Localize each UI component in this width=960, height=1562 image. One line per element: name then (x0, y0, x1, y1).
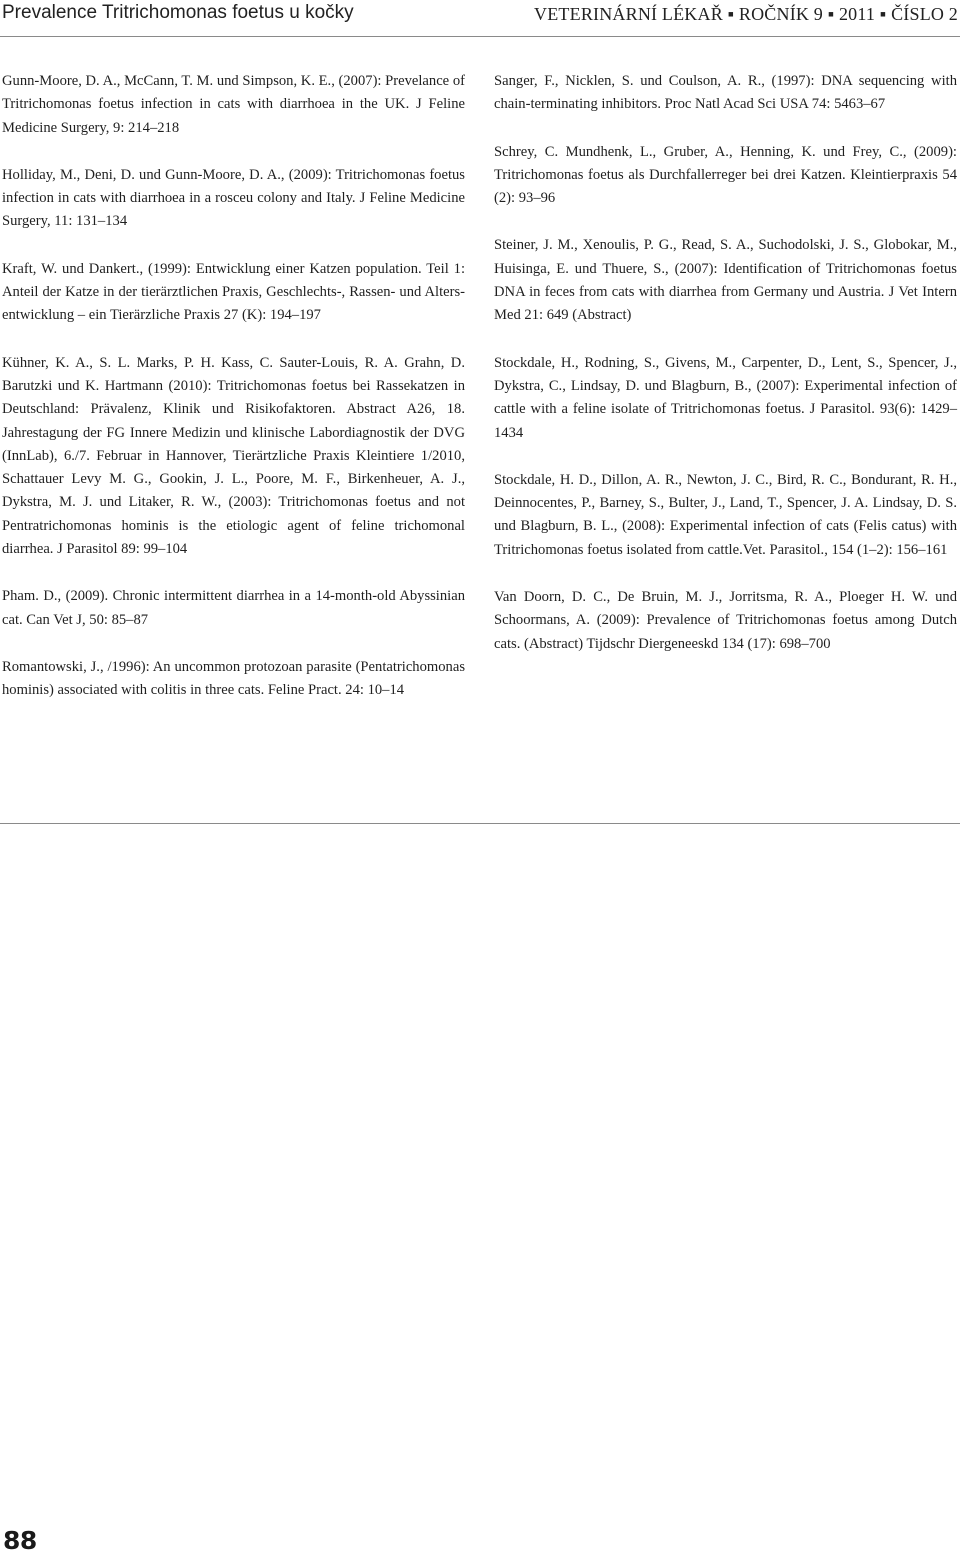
reference-entry: Holliday, M., Deni, D. und Gunn-Moore, D. A., (2009): Tritrichomonas foetus infection in cats with diarrhoea in a rosceu colony and Italy. J Feline Medicine Surgery, 11: 131–134 (2, 166, 465, 230)
reference-entry: Kraft, W. und Dankert., (1999): Entwicklung einer Katzen population. Teil 1: Anteil der Katze in der tierärztlichen Praxis, Geschlechts-, Rassen- und Alters-entwicklung – ein Tierärzliche Praxis 27 (K): 194–197 (2, 260, 465, 324)
reference-entry: Kühner, K. A., S. L. Marks, P. H. Kass, C. Sauter-Louis, R. A. Grahn, D. Barutzki und K. Hartmann (2010): Tritrichomonas foetus bei Rassekatzen in Deutschland: Prävalenz, Klinik und Risikofaktoren. Abstract A26, 18. Jahrestagung der FG Innere Medizin und klinische Labordiagnostik der DVG (InnLab), 6./7. Februar in Hannover, Tierärtzliche Praxis Kleintiere 1/2010, Schattauer Levy M. G., Gookin, J. L., Poore, M. F., Birkenheuer, A. J., Dykstra, M. J. und Litaker, R. W., (2003): Tritrichomonas foetus and not Pentratrichomonas hominis is the etiologic agent of feline trichomonal diarrhea. J Parasitol 89: 99–104 (2, 354, 465, 558)
reference-entry: Sanger, F., Nicklen, S. und Coulson, A. R., (1997): DNA sequencing with chain-terminating inhibitors. Proc Natl Acad Sci USA 74: 5463–67 (494, 73, 957, 113)
reference-entry: Schrey, C. Mundhenk, L., Gruber, A., Henning, K. und Frey, C., (2009): Tritrichomonas foetus als Durchfallerreger bei drei Katzen. Kleintierpraxis 54 (2): 93–96 (494, 143, 957, 207)
reference-entry: Pham. D., (2009). Chronic intermittent diarrhea in a 14-month-old Abyssinian cat. Can Vet J, 50: 85–87 (2, 588, 465, 628)
running-title: Prevalence Tritrichomonas foetus u kočky (2, 2, 354, 23)
reference-entry: Stockdale, H., Rodning, S., Givens, M., Carpenter, D., Lent, S., Spencer, J., Dykstra, C., Lindsay, D. und Blagburn, B., (2007): Experimental infection of cattle with a feline isolate of Tritrichomonas foetus. J Parasitol. 93(6): 1429–1434 (494, 354, 957, 441)
header-divider (0, 36, 960, 37)
journal-info: VETERINÁRNÍ LÉKAŘ ▪ ROČNÍK 9 ▪ 2011 ▪ ČÍSLO 2 (534, 4, 958, 24)
page-number: 88 (3, 1526, 37, 1555)
content-divider (0, 823, 960, 824)
reference-entry: Gunn-Moore, D. A., McCann, T. M. und Simpson, K. E., (2007): Prevelance of Tritrichomonas foetus infection in cats with diarrhoea in the UK. J Feline Medicine Surgery, 9: 214–218 (2, 73, 465, 136)
reference-entry: Steiner, J. M., Xenoulis, P. G., Read, S. A., Suchodolski, J. S., Globokar, M., Huisinga, E. und Thuere, S., (2007): Identification of Tritrichomonas foetus DNA in feces from cats with diarrhea from Germany und Austria. J Vet Intern Med 21: 649 (Abstract) (494, 237, 957, 324)
page-header (0, 0, 960, 30)
references-column-left (2, 70, 465, 727)
reference-entry: Van Doorn, D. C., De Bruin, M. J., Jorritsma, R. A., Ploeger H. W. und Schoormans, A. (2009): Prevalence of Tritrichomonas foetus among Dutch cats. (Abstract) Tijdschr Diergeneeskd 134 (17): 698–700 (494, 589, 957, 652)
reference-entry: Stockdale, H. D., Dillon, A. R., Newton, J. C., Bird, R. C., Bondurant, R. H., Deinnocentes, P., Barney, S., Bulter, J., Land, T., Spencer, J. A. Lindsay, D. S. und Blagburn, B. L., (2008): Experimental infection of cats (Felis catus) with Tritrichomonas foetus isolated from cattle.Vet. Parasitol., 154 (1–2): 156–161 (494, 471, 957, 558)
reference-entry: Romantowski, J., /1996): An uncommon protozoan parasite (Pentatrichomonas hominis) associated with colitis in three cats. Feline Pract. 24: 10–14 (2, 658, 465, 699)
references-column-right (494, 70, 957, 680)
